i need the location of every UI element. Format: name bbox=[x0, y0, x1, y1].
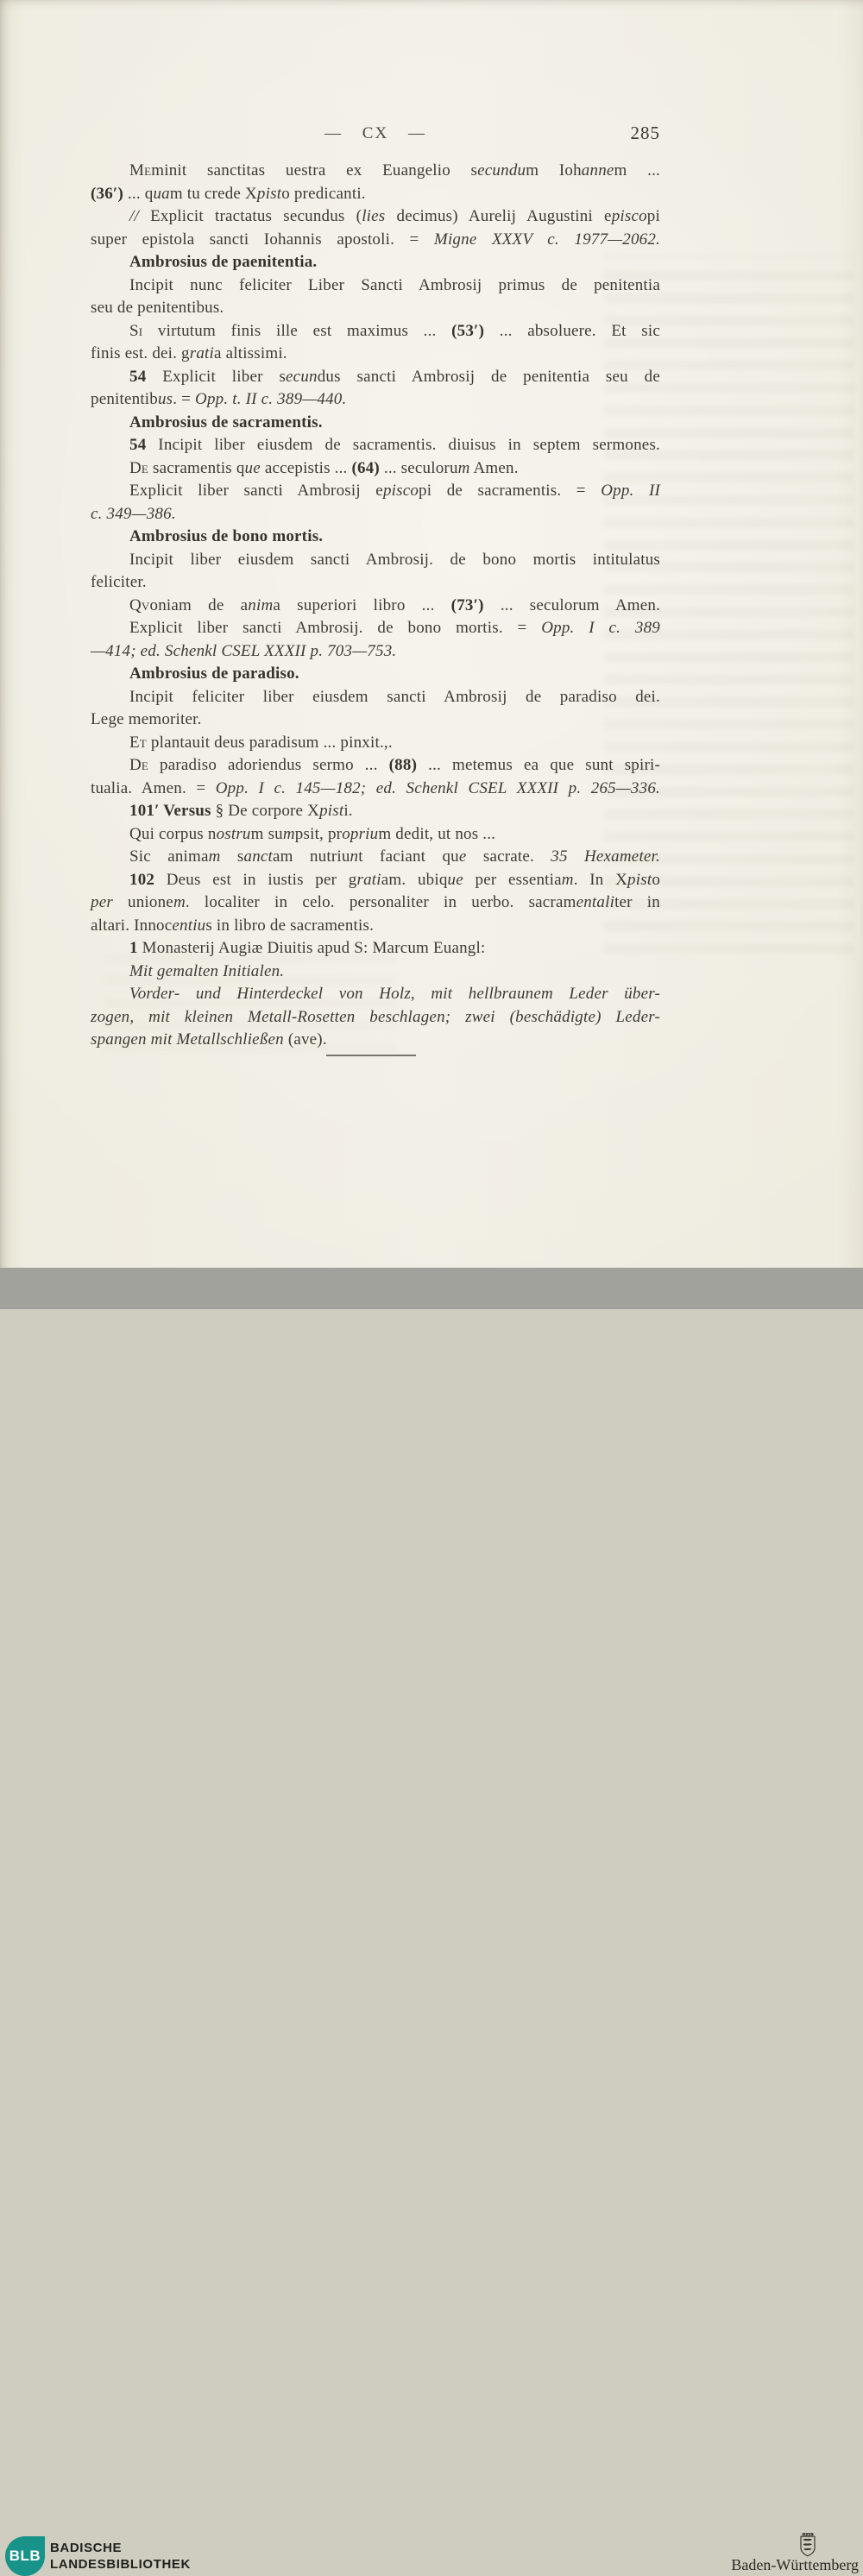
running-title: — CX — bbox=[324, 124, 426, 142]
text-line: seu de penitentibus. bbox=[91, 299, 224, 317]
section-end-rule bbox=[326, 1055, 416, 1056]
text-line: c. 349—386. bbox=[91, 504, 176, 523]
text-line: zogen, mit kleinen Metall-Rosetten beschlagen; zwei (beschädigte) Leder- bbox=[91, 1007, 660, 1026]
text-line: De paradiso adoriendus sermo ... (88) ... metemus ea que sunt spiri- bbox=[129, 756, 661, 774]
library-name-line2: LANDESBIBLIOTHEK bbox=[50, 2557, 191, 2572]
blb-logo-text: BLB bbox=[9, 2548, 41, 2564]
baden-wuerttemberg-coat-of-arms-icon bbox=[798, 2533, 817, 2559]
text-line: finis est. dei. gratia altissimi. bbox=[91, 344, 287, 362]
text-line: Mit gemalten Initialen. bbox=[129, 961, 285, 980]
text-line: Explicit liber sancti Ambrosij. de bono mortis. = Opp. I c. 389 bbox=[129, 619, 660, 637]
text-line: 54 Incipit liber eiusdem de sacramentis. diuisus in septem sermones. bbox=[129, 436, 660, 454]
text-line: per unionem. localiter in celo. personaliter in uerbo. sacramentaliter in bbox=[91, 893, 660, 911]
text-line: Vorder- und Hinterdeckel von Holz, mit hellbraunem Leder über- bbox=[129, 985, 660, 1003]
text-line: —414; ed. Schenkl CSEL XXXII p. 703—753. bbox=[91, 641, 397, 660]
text-line: Sic animam sanctam nutriunt faciant que sacrate. 35 Hexameter. bbox=[129, 847, 660, 866]
text-line: Si virtutum finis ille est maximus ... (53′) ... absoluere. Et sic bbox=[129, 321, 660, 340]
text-line: 101′ Versus § De corpore Xpisti. bbox=[129, 802, 353, 820]
page-number: 285 bbox=[630, 123, 660, 143]
heading-line: Ambrosius de sacramentis. bbox=[129, 413, 323, 431]
text-line: De sacramentis que accepistis ... (64) ... seculorum Amen. bbox=[129, 458, 519, 477]
text-line: penitentibus. = Opp. t. II c. 389—440. bbox=[91, 390, 347, 408]
text-line: Meminit sanctitas uestra ex Euangelio secundum Iohannem ... bbox=[129, 161, 661, 180]
text-line: 1 Monasterij Augiæ Diuitis apud S: Marcum Euangl: bbox=[129, 939, 486, 957]
text-line: Et plantauit deus paradisum ... pinxit.,. bbox=[129, 733, 393, 752]
heading-line: Ambrosius de paradiso. bbox=[129, 664, 299, 683]
footer-bar bbox=[0, 1268, 863, 2573]
text-line: altari. Innocentius in libro de sacramentis. bbox=[91, 916, 375, 935]
text-line: spangen mit Metallschließen (ave). bbox=[91, 1030, 327, 1049]
heading-line: Ambrosius de paenitentia. bbox=[129, 253, 318, 271]
text-line: Qvoniam de anima superiori libro ... (73′) ... seculorum Amen. bbox=[129, 595, 661, 614]
text-line: tualia. Amen. = Opp. I c. 145—182; ed. Schenkl CSEL XXXII p. 265—336. bbox=[91, 778, 660, 797]
text-line: Lege memoriter. bbox=[91, 710, 202, 728]
library-name bbox=[50, 2540, 191, 2573]
region-name: Baden-Württemberg bbox=[731, 2556, 859, 2573]
library-name-line1: BADISCHE bbox=[50, 2541, 123, 2555]
text-line: // Explicit tractatus secundus (lies decimus) Aurelij Augustini episcopi bbox=[129, 207, 660, 225]
text-line: feliciter. bbox=[91, 573, 147, 591]
text-line: 54 Explicit liber secundus sancti Ambrosij de penitentia seu de bbox=[129, 367, 660, 386]
heading-line: Ambrosius de bono mortis. bbox=[129, 527, 324, 545]
text-line: 102 Deus est in iustis per gratiam. ubique per essentiam. In Xpisto bbox=[129, 870, 661, 889]
blb-logo-icon bbox=[5, 2536, 45, 2576]
text-line: Incipit liber eiusdem sancti Ambrosij. de bono mortis intitulatus bbox=[129, 550, 660, 569]
text-line: Incipit feliciter liber eiusdem sancti Ambrosij de paradiso dei. bbox=[129, 687, 660, 706]
text-line: Incipit nunc feliciter Liber Sancti Ambrosij primus de penitentia bbox=[129, 275, 660, 294]
text-line: (36′) ... quam tu crede Xpisto predicanti. bbox=[91, 184, 366, 203]
text-line: Qui corpus nostrum sumpsit, proprium dedit, ut nos ... bbox=[129, 824, 496, 843]
text-block bbox=[91, 160, 660, 1052]
text-line: super epistola sancti Iohannis apostoli. = Migne XXXV c. 1977—2062. bbox=[91, 230, 661, 249]
text-line: Explicit liber sancti Ambrosij episcopi de sacramentis. = Opp. II bbox=[129, 482, 660, 500]
